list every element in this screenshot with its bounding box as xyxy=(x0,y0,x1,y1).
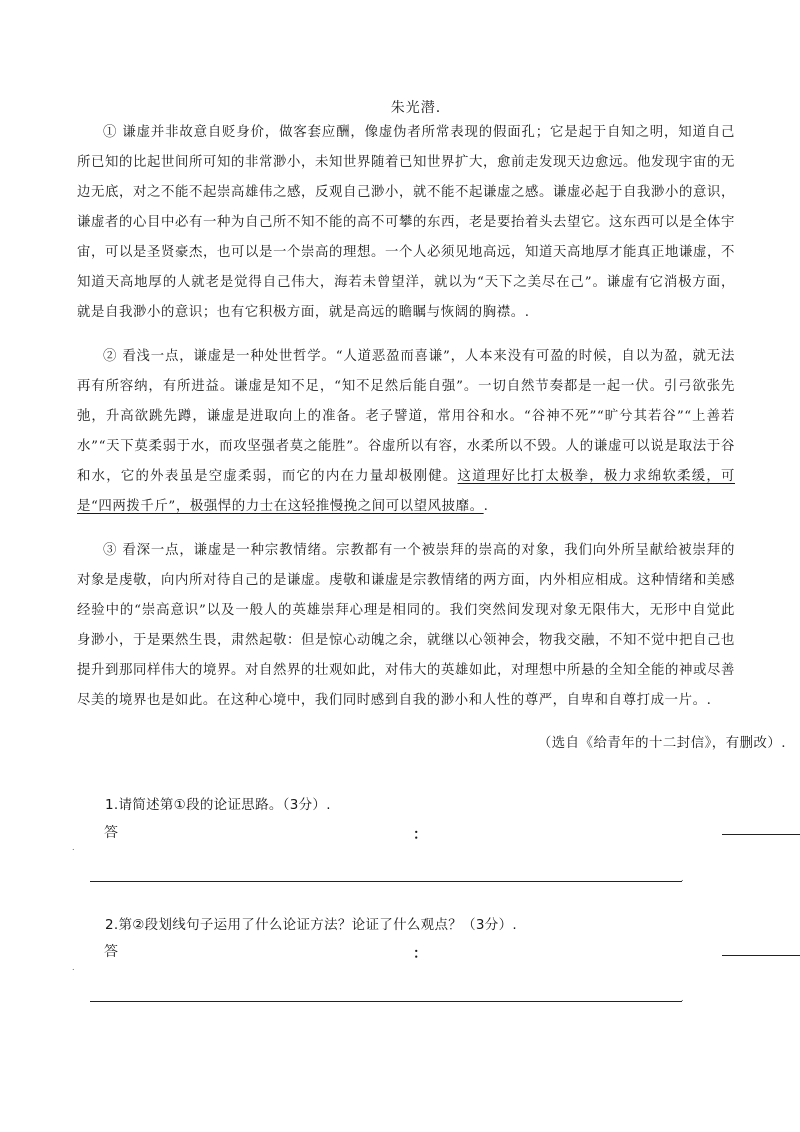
author-name: 朱光潜. xyxy=(390,100,442,116)
answer-label-1: 答 xyxy=(104,825,118,841)
paragraph-1: ① 谦虚并非故意自贬身价，做客套应酬，像虚伪者所常表现的假面孔；它是起于自知之明，知道自己所已知的比起世间所可知的非常渺小，未知世界随着已知世界扩大，愈前走发现天边愈远。他发现宇宙的无边无底，对之不能不起崇高雄伟之感，反观自己渺小，就不能不起谦虚之感。谦虚必起于自我渺小的意识，谦虚者的心目中必有一种为自己所不知不能的高不可攀的东西，老是要抬着头去望它。这东西可以是全体宇宙，可以是圣贤豪杰，也可以是一个崇高的理想。一个人必须见地高远，知道天高地厚才能真正地谦虚，不知道天高地厚的人就老是觉得自己伟大，海若未曾望洋，就以为“天下之美尽在己”。谦虚有它消极方面，就是自我渺小的意识；也有它积极方面，就是高远的瞻瞩与恢阔的胸襟。. xyxy=(77,125,735,320)
answer-colon-1: ： xyxy=(413,827,427,843)
source-citation: （选自《给青年的十二封信》，有删改）. xyxy=(537,736,786,751)
question-2: 2.第②段划线句子运用了什么论证方法？论证了什么观点？（3分）. xyxy=(105,917,517,933)
paragraph-2-text: ② 看浅一点，谦虚是一种处世哲学。“人道恶盈而喜谦”，人本来没有可盈的时候，自以为盈，就无法再有所容纳，有所进益。谦虚是知不足，“知不足然后能自强”。一切自然节奏都是一起一伏。引弓欲张先弛，升高欲跳先蹲，谦虚是进取向上的准备。老子譬道，常用谷和水。“谷神不死”“旷兮其若谷”“上善若水”“天下莫柔弱于水，而攻坚强者莫之能胜”。谷虚所以有容，水柔所以不毁。人的谦虚可以说是取法于谷和水，它的外表虽是空虚柔弱，而它的内在力量却极刚健。 xyxy=(77,349,735,484)
paragraph-2-underlined-sentence: 这道理好比打太极拳，极力求绵软柔缓，可是“四两拨千斤”，极强悍的力士在这轻推慢挽之间可以望风披靡。 xyxy=(77,469,735,514)
paragraph-2 xyxy=(77,342,735,522)
margin-mark: . xyxy=(72,843,75,852)
question-1: 1.请简述第①段的论证思路。（3分）. xyxy=(105,797,331,813)
answer-colon-2: ： xyxy=(413,946,427,962)
answer-blank-short-2[interactable] xyxy=(722,955,800,956)
answer-blank-line-2[interactable] xyxy=(90,1001,682,1002)
answer-blank-short-1[interactable] xyxy=(722,834,800,835)
paragraph-3: ③ 看深一点，谦虚是一种宗教情绪。宗教都有一个被崇拜的崇高的对象，我们向外所呈献给被崇拜的对象是虔敬，向内所对待自己的是谦虚。虔敬和谦虚是宗教情绪的两方面，内外相应相成。这种情绪和美感经验中的“崇高意识”以及一般人的英雄崇拜心理是相同的。我们突然间发现对象无限伟大，无形中自觉此身渺小，于是栗然生畏，肃然起敬：但是惊心动魄之余，就继以心领神会，物我交融，不知不觉中把自己也提升到那同样伟大的境界。对自然界的壮观如此，对伟大的英雄如此，对理想中所悬的全知全能的神或尽善尽美的境界也是如此。在这种心境中，我们同时感到自我的渺小和人性的尊严，自卑和自尊打成一片。. xyxy=(77,543,735,708)
answer-label-2: 答 xyxy=(104,944,118,960)
margin-mark: . xyxy=(72,963,75,972)
line-end-mark: . xyxy=(681,994,684,1003)
line-end-mark: . xyxy=(681,874,684,883)
answer-blank-line-1[interactable] xyxy=(90,881,682,882)
paragraph-2-end-mark: . xyxy=(483,499,489,514)
